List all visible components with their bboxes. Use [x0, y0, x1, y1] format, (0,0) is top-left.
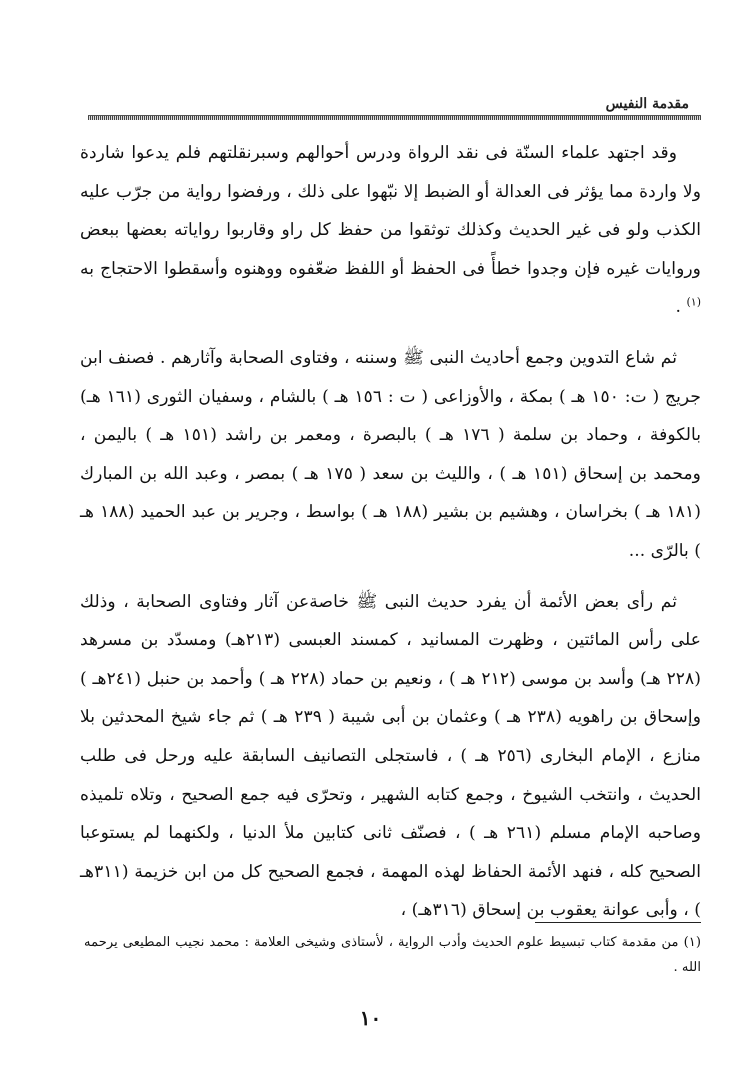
paragraph-2: ثم شاع التدوين وجمع أحاديث النبى ﷺ وسننه ، وفتاوى الصحابة وآثارهم . فصنف ابن جريج ( ت: ١٥٠ هـ ) بمكة ، والأوزاعى ( ت : ١٥٦ هـ ) بالشام ، وسفيان الثورى (١٦١ هـ) بالكوفة ، وحماد بن سلمة ( ١٧٦ هـ ) بالبصرة ، ومعمر بن راشد (١٥١ هـ ) باليمن ، ومحمد بن إسحاق (١٥١ هـ ) ، والليث بن سعد ( ١٧٥ هـ ) بمصر ، وعبد الله بن المبارك (١٨١ هـ ) بخراسان ، وهشيم بن بشير (١٨٨ هـ ) بواسط ، وجرير بن عبد الحميد (١٨٨ هـ ) بالرّى ... [80, 347, 701, 561]
paragraph-3: ثم رأى بعض الأئمة أن يفرد حديث النبى ﷺ خاصةعن آثار وفتاوى الصحابة ، وذلك على رأس المائتين ، وظهرت المسانيد ، كمسند العبسى (٢١٣هـ) ومسدّد بن مسرهد (٢٢٨ هـ) وأسد بن موسى (٢١٢ هـ ) ، ونعيم بن حماد (٢٢٨ هـ ) وأحمد بن حنبل (٢٤١هـ ) وإسحاق بن راهويه (٢٣٨ هـ ) وعثمان بن أبى شيبة ( ٢٣٩ هـ ) ثم جاء شيخ المحدثين بلا منازع ، الإمام البخارى (٢٥٦ هـ ) ، فاستجلى التصانيف السابقة عليه ورحل فى طلب الحديث ، وانتخب الشيوخ ، وجمع كتابه الشهير ، وتحرّى فيه جمع الصحيح ، وتلاه تلميذه وصاحبه الإمام مسلم (٢٦١ هـ ) ، فصنّف ثانى كتابين ملأ الدنيا ، ولكنهما لم يستوعبا الصحيح كله ، فنهد الأئمة الحفاظ لهذه المهمة ، فجمع الصحيح كل من ابن خزيمة (٣١١هـ ) ، وأبى عوانة يعقوب بن إسحاق (٣١٦هـ) ، [80, 591, 702, 921]
running-title: مقدمة النفيس [605, 96, 689, 112]
paragraph-1-text: وقد اجتهد علماء السنّة فى نقد الرواة ودرس أحوالهم وسبرنقلتهم فلم يدعوا شاردة ولا واردة مما يؤثر فى العدالة أو الضبط إلا نبّهوا على ذلك ، ورفضوا رواية من جرّب عليه الكذب ولو فى غير الحديث وكذلك توثقوا من حفظ كل راو وقاربوا رواياته بعضها ببعض وروايات غيره فإن وجدوا خطأً فى الحفظ أو اللفظ ضعّفوه ووهنوه وأسقطوا الاحتجاج به [80, 143, 701, 279]
footnote-marker: (١) [686, 295, 701, 309]
page-number: ١٠ [359, 1006, 382, 1030]
paragraph-1: وقد اجتهد علماء السنّة فى نقد الرواة ودرس أحوالهم وسبرنقلتهم فلم يدعوا شاردة ولا واردة مما يؤثر فى العدالة أو الضبط إلا نبّهوا على ذلك ، ورفضوا رواية من جرّب عليه الكذب ولو فى غير الحديث وكذلك توثقوا من حفظ كل راو وقاربوا رواياته بعضها ببعض وروايات غيره فإن وجدوا خطأً فى الحفظ أو اللفظ ضعّفوه ووهنوه وأسقطوا الاحتجاج به $^{(١)}$ . [80, 143, 701, 318]
footnote-rule [535, 922, 701, 923]
footnote: (١) من مقدمة كتاب تبسيط علوم الحديث وأدب الرواية ، لأستاذى وشيخى العلامة : محمد نجيب المطيعى يرحمه الله . [84, 935, 701, 975]
header-rule [88, 115, 701, 120]
main-text [80, 134, 701, 930]
